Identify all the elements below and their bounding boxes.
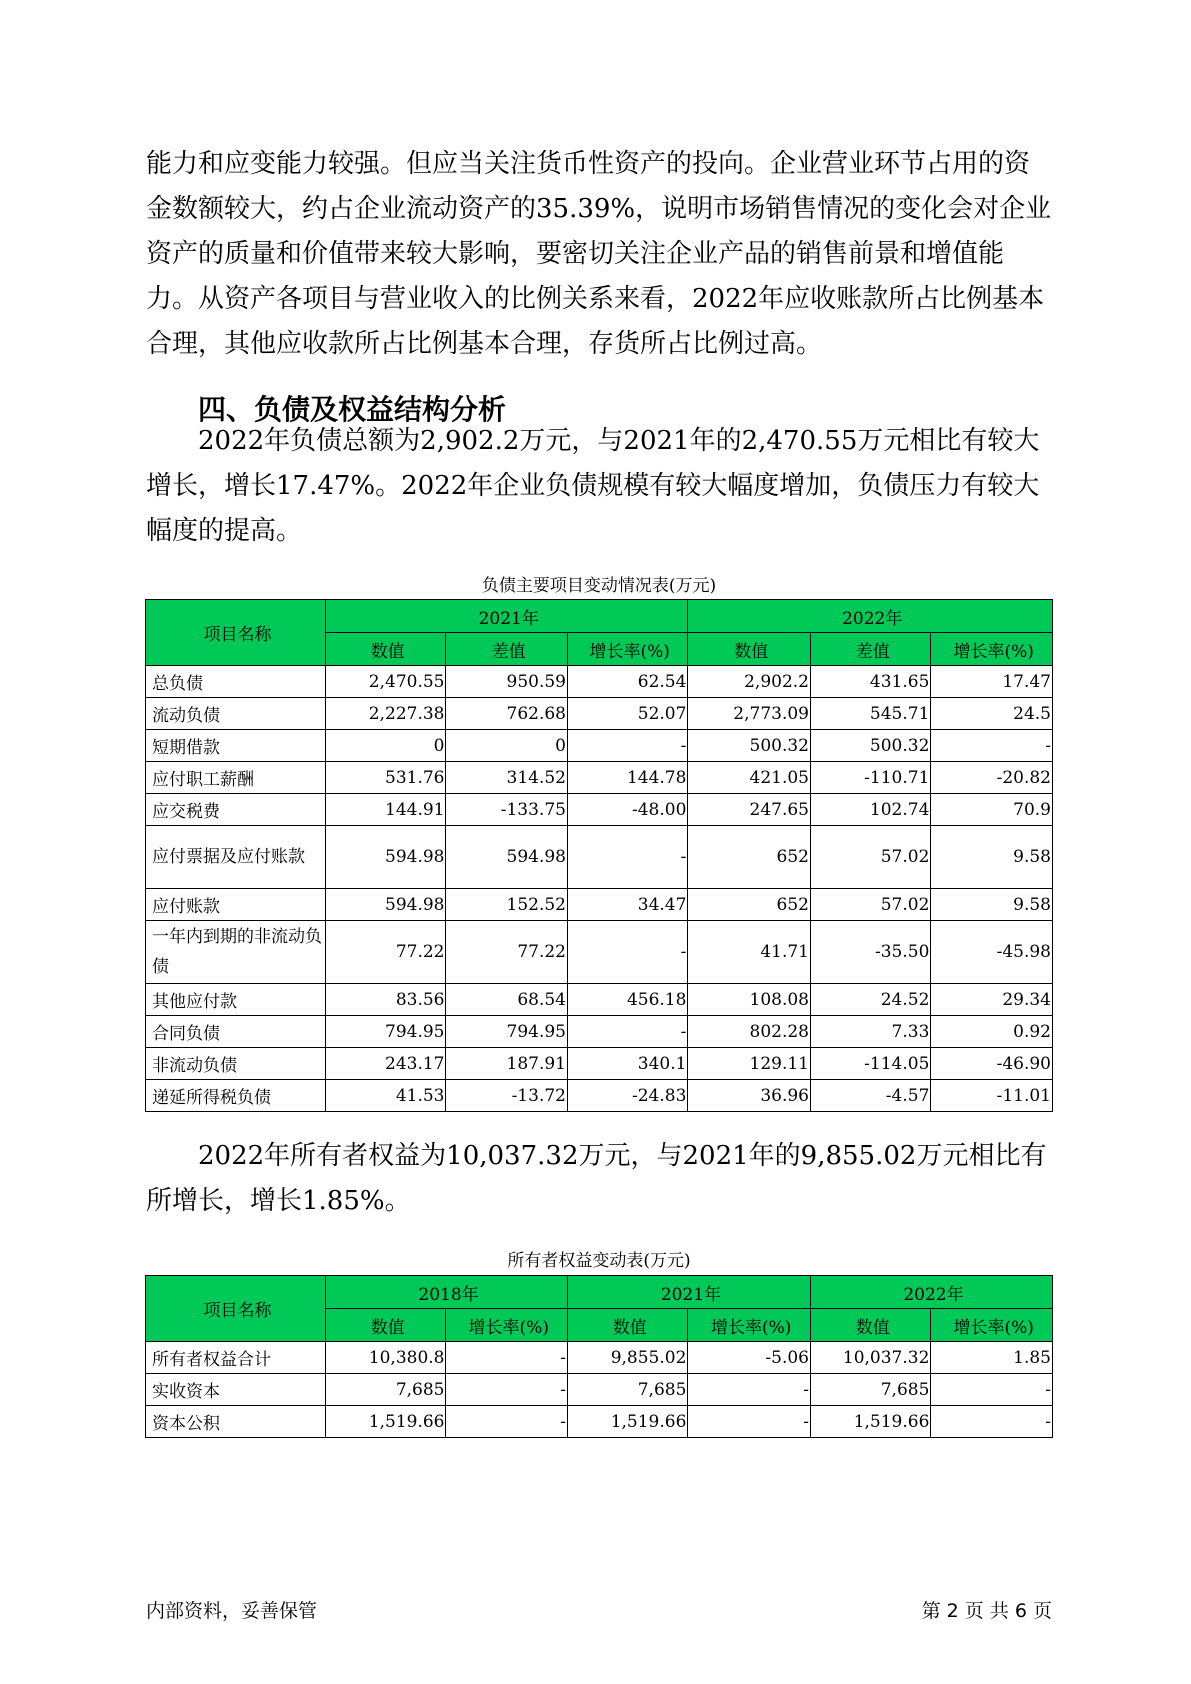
table-row: [146, 1016, 1053, 1048]
sub-header-diff: 差值: [811, 633, 931, 666]
table-cell: -: [446, 1342, 568, 1374]
table-cell: 950.59: [446, 666, 568, 698]
table-row: [146, 1080, 1053, 1112]
table-cell: 7,685: [568, 1374, 688, 1406]
sub-header-diff: 差值: [446, 633, 568, 666]
table-cell: 102.74: [811, 794, 931, 826]
table-cell: 9,855.02: [568, 1342, 688, 1374]
table-row: [146, 730, 1053, 762]
table-cell: -: [567, 1016, 687, 1048]
table-cell: 68.54: [446, 984, 568, 1016]
table-cell: 431.65: [811, 666, 931, 698]
sub-header-growth: 增长率(%): [567, 633, 687, 666]
sub-header-value: 数值: [326, 633, 446, 666]
table-cell: 129.11: [688, 1048, 811, 1080]
table-cell: -11.01: [931, 1080, 1053, 1112]
table-cell: 108.08: [688, 984, 811, 1016]
year-header-2022: 2022年: [811, 1276, 1053, 1309]
table-row: [146, 1374, 1053, 1406]
row-label: 合同负债: [146, 1016, 326, 1048]
table-cell: 594.98: [326, 826, 446, 889]
table-cell: 500.32: [688, 730, 811, 762]
table-cell: 2,902.2: [688, 666, 811, 698]
table-cell: 652: [688, 826, 811, 889]
table-cell: -24.83: [567, 1080, 687, 1112]
year-header-2018: 2018年: [326, 1276, 568, 1309]
table-cell: 1,519.66: [811, 1406, 931, 1438]
name-column-header: 项目名称: [146, 600, 326, 666]
table-cell: 652: [688, 889, 811, 921]
table-cell: 794.95: [326, 1016, 446, 1048]
table-cell: 36.96: [688, 1080, 811, 1112]
table-cell: -20.82: [931, 762, 1053, 794]
table-cell: 70.9: [931, 794, 1053, 826]
table-cell: 187.91: [446, 1048, 568, 1080]
table-cell: 456.18: [567, 984, 687, 1016]
table-row: [146, 1342, 1053, 1374]
year-header-2022: 2022年: [688, 600, 1053, 633]
table-cell: 29.34: [931, 984, 1053, 1016]
table-cell: 24.52: [811, 984, 931, 1016]
table-cell: 2,227.38: [326, 698, 446, 730]
sub-header-value: 数值: [811, 1309, 931, 1342]
equity-table-body: [146, 1342, 1053, 1438]
table-cell: 57.02: [811, 889, 931, 921]
row-label: 短期借款: [146, 730, 326, 762]
table-cell: -46.90: [931, 1048, 1053, 1080]
table-row: [146, 1406, 1053, 1438]
table-row: [146, 826, 1053, 889]
table-cell: 500.32: [811, 730, 931, 762]
table-cell: 152.52: [446, 889, 568, 921]
table-cell: -: [567, 826, 687, 889]
table-cell: 1,519.66: [568, 1406, 688, 1438]
row-label: 其他应付款: [146, 984, 326, 1016]
table-row: [146, 794, 1053, 826]
sub-header-value: 数值: [326, 1309, 446, 1342]
table-cell: -114.05: [811, 1048, 931, 1080]
year-header-2021: 2021年: [326, 600, 688, 633]
name-column-header: 项目名称: [146, 1276, 326, 1342]
table-cell: 57.02: [811, 826, 931, 889]
table-cell: 17.47: [931, 666, 1053, 698]
table-row: [146, 762, 1053, 794]
table-cell: -: [688, 1374, 811, 1406]
table-cell: 0: [446, 730, 568, 762]
table-row: [146, 889, 1053, 921]
table-cell: 531.76: [326, 762, 446, 794]
section-heading: 四、负债及权益结构分析: [198, 393, 507, 426]
table-cell: -4.57: [811, 1080, 931, 1112]
row-label: 一年内到期的非流动负债: [146, 921, 326, 984]
table-row: [146, 698, 1053, 730]
debt-table: [145, 599, 1053, 1112]
equity-table: [145, 1275, 1053, 1438]
footer-page-number: 第 2 页 共 6 页: [921, 1600, 1052, 1622]
sub-header-value: 数值: [568, 1309, 688, 1342]
table-cell: -35.50: [811, 921, 931, 984]
table-cell: 34.47: [567, 889, 687, 921]
table-row: [146, 1048, 1053, 1080]
table-cell: -: [446, 1406, 568, 1438]
row-label: 总负债: [146, 666, 326, 698]
table-cell: 1.85: [931, 1342, 1053, 1374]
row-label: 递延所得税负债: [146, 1080, 326, 1112]
table-cell: 794.95: [446, 1016, 568, 1048]
table-cell: 545.71: [811, 698, 931, 730]
table-cell: -: [931, 730, 1053, 762]
table-cell: 144.78: [567, 762, 687, 794]
table-cell: 762.68: [446, 698, 568, 730]
table-cell: -: [446, 1374, 568, 1406]
table-cell: -: [688, 1406, 811, 1438]
row-label: 应付票据及应付账款: [146, 826, 326, 889]
table-cell: 1,519.66: [326, 1406, 446, 1438]
table-cell: 77.22: [326, 921, 446, 984]
table-cell: 594.98: [326, 889, 446, 921]
table-cell: 9.58: [931, 826, 1053, 889]
table-cell: 41.71: [688, 921, 811, 984]
table-cell: 62.54: [567, 666, 687, 698]
table-cell: 247.65: [688, 794, 811, 826]
equity-table-caption: 所有者权益变动表(万元): [507, 1251, 691, 1271]
table-cell: 243.17: [326, 1048, 446, 1080]
table-row: [146, 666, 1053, 698]
sub-header-growth: 增长率(%): [931, 633, 1053, 666]
table-cell: 594.98: [446, 826, 568, 889]
table-cell: 41.53: [326, 1080, 446, 1112]
table-cell: 77.22: [446, 921, 568, 984]
table-cell: 2,773.09: [688, 698, 811, 730]
row-label: 应交税费: [146, 794, 326, 826]
table-row: [146, 984, 1053, 1016]
table-row: [146, 921, 1053, 984]
table-cell: 9.58: [931, 889, 1053, 921]
debt-table-body: [146, 666, 1053, 1112]
table-cell: 83.56: [326, 984, 446, 1016]
row-label: 所有者权益合计: [146, 1342, 326, 1374]
table-cell: 24.5: [931, 698, 1053, 730]
table-cell: 7.33: [811, 1016, 931, 1048]
table-cell: -45.98: [931, 921, 1053, 984]
table-cell: -: [931, 1374, 1053, 1406]
row-label: 应付职工薪酬: [146, 762, 326, 794]
table-cell: -: [567, 921, 687, 984]
table-cell: 0: [326, 730, 446, 762]
row-label: 实收资本: [146, 1374, 326, 1406]
table-cell: -13.72: [446, 1080, 568, 1112]
table-cell: 7,685: [326, 1374, 446, 1406]
sub-header-growth: 增长率(%): [446, 1309, 568, 1342]
table-cell: -: [931, 1406, 1053, 1438]
table-cell: 314.52: [446, 762, 568, 794]
footer-confidential-note: 内部资料，妥善保管: [146, 1600, 318, 1622]
sub-header-value: 数值: [688, 633, 811, 666]
table-cell: -5.06: [688, 1342, 811, 1374]
table-cell: -48.00: [567, 794, 687, 826]
table-cell: -110.71: [811, 762, 931, 794]
table-cell: 10,380.8: [326, 1342, 446, 1374]
sub-header-growth: 增长率(%): [931, 1309, 1053, 1342]
table-cell: 2,470.55: [326, 666, 446, 698]
table-cell: 802.28: [688, 1016, 811, 1048]
body-paragraph-1: 能力和应变能力较强。但应当关注货币性资产的投向。企业营业环节占用的资金数额较大，约占企业流动资产的35.39%，说明市场销售情况的变化会对企业资产的质量和价值带来较大影响，要密切关注企业产品的销售前景和增值能力。从资产各项目与营业收入的比例关系来看，2022年应收账款所占比例基本合理，其他应收款所占比例基本合理，存货所占比例过高。: [146, 149, 1052, 359]
table-cell: 0.92: [931, 1016, 1053, 1048]
table-cell: 144.91: [326, 794, 446, 826]
row-label: 非流动负债: [146, 1048, 326, 1080]
table-cell: 52.07: [567, 698, 687, 730]
table-cell: -: [567, 730, 687, 762]
row-label: 应付账款: [146, 889, 326, 921]
table-cell: 7,685: [811, 1374, 931, 1406]
row-label: 流动负债: [146, 698, 326, 730]
table-cell: 10,037.32: [811, 1342, 931, 1374]
row-label: 资本公积: [146, 1406, 326, 1438]
debt-table-caption: 负债主要项目变动情况表(万元): [481, 576, 717, 596]
table-cell: -133.75: [446, 794, 568, 826]
year-header-2021: 2021年: [568, 1276, 811, 1309]
table-cell: 340.1: [567, 1048, 687, 1080]
body-paragraph-2: 2022年负债总额为2,902.2万元，与2021年的2,470.55万元相比有较大增长，增长17.47%。2022年企业负债规模有较大幅度增加，负债压力有较大幅度的提高。: [146, 426, 1040, 546]
table-cell: 421.05: [688, 762, 811, 794]
sub-header-growth: 增长率(%): [688, 1309, 811, 1342]
body-paragraph-3: 2022年所有者权益为10,037.32万元，与2021年的9,855.02万元相比有所增长，增长1.85%。: [146, 1141, 1047, 1216]
